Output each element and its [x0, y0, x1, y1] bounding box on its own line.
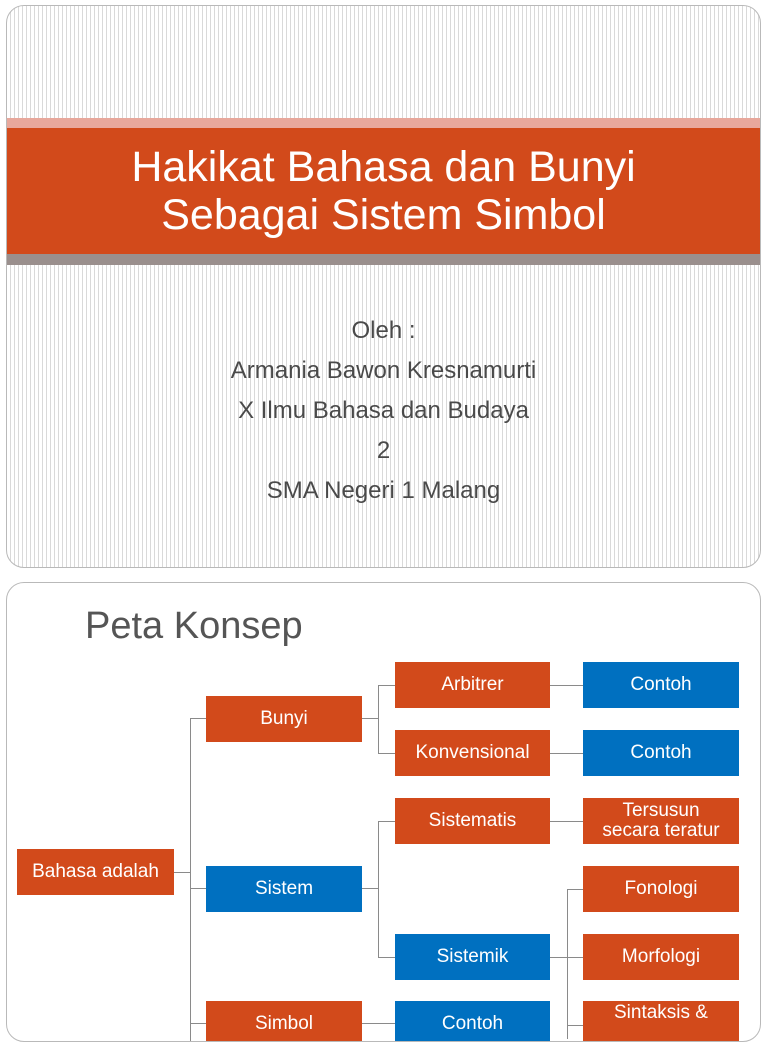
root-node: Bahasa adalah — [17, 849, 174, 895]
connector — [378, 821, 379, 957]
concept-map-slide — [6, 582, 761, 1042]
connector — [550, 685, 583, 686]
title-band-bottom-stripe — [7, 254, 760, 265]
subtitle-line: X Ilmu Bahasa dan Budaya — [238, 397, 529, 424]
slide-title — [7, 128, 760, 254]
connector — [378, 821, 395, 822]
connector — [362, 718, 378, 719]
node-sistematis: Sistematis — [395, 798, 550, 844]
slide-subtitle — [7, 311, 760, 511]
connector — [378, 685, 395, 686]
leaf-tersusun-secara-teratur: Tersusun secara teratur — [583, 798, 739, 844]
connector — [550, 753, 583, 754]
connector — [190, 718, 206, 719]
node-konvensional: Konvensional — [395, 730, 550, 776]
node-simbol: Simbol — [206, 1001, 362, 1042]
connector — [567, 889, 583, 890]
connector — [190, 888, 206, 889]
leaf-contoh-konvensional: Contoh — [583, 730, 739, 776]
title-slide — [6, 5, 761, 568]
subtitle-line: SMA Negeri 1 Malang — [266, 477, 501, 504]
connector — [567, 957, 583, 958]
subtitle-line: 2 — [376, 437, 391, 464]
leaf-morfologi: Morfologi — [583, 934, 739, 980]
connector — [550, 821, 583, 822]
connector — [378, 753, 395, 754]
node-simbol-contoh: Contoh — [395, 1001, 550, 1042]
node-arbitrer: Arbitrer — [395, 662, 550, 708]
connector — [378, 957, 395, 958]
connector — [378, 685, 379, 753]
node-sistemik: Sistemik — [395, 934, 550, 980]
connector — [567, 1025, 583, 1026]
connector — [190, 718, 191, 1042]
connector — [174, 872, 190, 873]
connector — [362, 888, 378, 889]
leaf-sintaksis: Sintaksis & — [583, 1001, 739, 1042]
connector — [550, 957, 567, 958]
slide-title-line-2: Sebagai Sistem Simbol — [161, 191, 606, 239]
leaf-contoh-arbitrer: Contoh — [583, 662, 739, 708]
slide-title-line-1: Hakikat Bahasa dan Bunyi — [131, 143, 636, 191]
concept-map-title: Peta Konsep — [85, 605, 303, 647]
node-sistem: Sistem — [206, 866, 362, 912]
subtitle-line: Armania Bawon Kresnamurti — [230, 357, 537, 384]
title-band-top-stripe — [7, 118, 760, 128]
leaf-fonologi: Fonologi — [583, 866, 739, 912]
connector — [567, 889, 568, 1039]
subtitle-line: Oleh : — [351, 317, 416, 344]
node-bunyi: Bunyi — [206, 696, 362, 742]
